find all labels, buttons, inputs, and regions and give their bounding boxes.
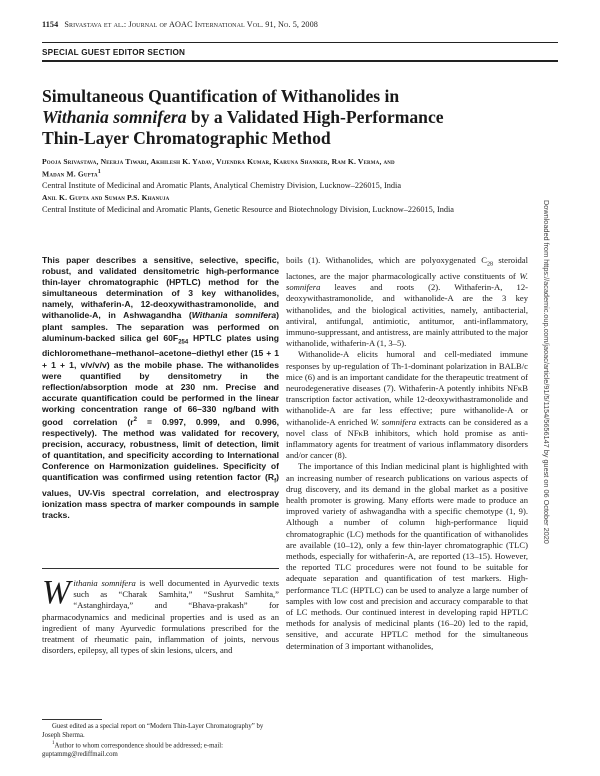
journal-citation: Srivastava et al.: Journal of AOAC International Vol. 91, No. 5, 2008 [64,20,318,29]
body-subscript: 28 [486,261,493,268]
download-watermark [542,200,562,700]
footnote-guest-editor: Guest edited as a special report on “Modern Thin-Layer Chromatography” by Joseph Sherma. [42,723,264,739]
body-text: steroidal lactones, are the major pharmacologically active constituents of [286,255,528,281]
body-paragraph-1 [286,255,528,349]
abstract-divider [42,568,279,569]
intro-species: ithania somnifera [73,578,136,588]
affiliation-1: Central Institute of Medicinal and Aromatic Plants, Analytical Chemistry Division, Lucknow–226015, India [42,181,402,190]
author-list-1-line-1: Pooja Srivastava, Neerja Tiwari, Akhilesh K. Yadav, Vijendra Kumar, Karuna Shanker, Ram K. Verma, and [42,157,395,166]
author-list-1 [42,156,542,180]
abstract-subscript: f [274,479,277,486]
abstract-text: HPTLC plates using dichloromethane–methanol–acetone–diethyl ether (15 + 1 + 1 + 1, v/v/v/v) as the mobile phase. The withanolides were quantified by densitometry in the reflection/absorption mode at 230 nm. Precise and accurate quantification could be performed in the linear working concentration range of 66–330 ng/band with good correlation (r [42,332,279,427]
footnote-correspondence-text: Author to whom correspondence should be addressed; e-mail: guptammg@rediffmail.com [42,742,224,759]
abstract-text: ) plant samples. The separation was performed on aluminum-backed silica gel 60F [42,310,279,343]
body-text: Withanolide-A elicits humoral and cell-mediated immune responses by up-regulation of Th-1-dominant polarization in BALB/c mice (6) and is an important candidate for the therapeutic treatment of neurodegenerative diseases (7). Withaferin-A potently inhibits NFκB transcription factor activation, while 12-deoxywithastramonolide and withanolide-A are far less effective; pure withanolide-A or withanolide-A enriched [286,349,528,427]
abstract-text: = 0.997, 0.999, and 0.996, respectively). The method was validated for recovery, precision, accuracy, robustness, limit of detection, limit of quantitation, and specificity according to International Conference on Harmonization guidelines. Specificity of quantification was confirmed using retention factor (R [42,416,279,483]
footnote-mark: 1 [52,741,55,747]
abstract-subscript: 254 [178,339,189,346]
title-line-3: Thin-Layer Chromatographic Method [42,128,331,148]
title-line-2: by a Validated High-Performance [186,107,444,127]
introduction-paragraph [42,574,280,656]
section-divider-bottom [42,60,558,62]
title-line-1: Simultaneous Quantification of Withanolides in [42,86,400,106]
abstract-text: This paper describes a sensitive, selective, specific, robust, and validated densitometric high-performance thin-layer chromatographic (HPTLC) method for the simultaneous determination of 3 key withanolides, namely, withaferin-A, 12-deoxywithastramonolide, and withanolide-A, in Ashwagandha ( [42,255,279,321]
footnote-correspondence [42,740,279,759]
intro-text: is well documented in Ayurvedic texts such as “Charak Samhita,” “Sushrut Samhita,” “Astanghirdaya,” and “Bhava-prakash” for pharmacodynamics and medicinal properties and is used as an ingredient of many Ayurvedic formulations prescribed for the treatment of rheumatic pain, inflammation of joints, nervous disorders, epilepsy, all types of skin lesions, ulcers, and [42,578,280,656]
footnote-divider [42,719,102,720]
body-text: extracts can be considered as a novel class of NFκB inhibitors, which hold promise as anti-inflammatory agents for treatment of various inflammatory disorders and/or cancer (8). [286,416,528,461]
footnotes [42,723,279,760]
abstract-text: ) values, UV-Vis spectral correlation, and electrospray ionization mass spectra of marker compounds in sample tracks. [42,472,279,521]
affiliation-2: Central Institute of Medicinal and Aromatic Plants, Genetic Resource and Biotechnology Division, Lucknow–226015, India [42,205,454,214]
body-species: W. somnifera [370,416,417,427]
section-divider-top [42,42,558,43]
corresponding-author-mark: 1 [97,169,101,175]
abstract-species: Withania somnifera [191,310,277,321]
body-paragraph-2 [286,349,528,461]
article-title [42,86,522,149]
body-text: leaves and roots (2). Withaferin-A, 12-deoxywithastramonolide, and withanolide-A are the 3 key withanolides, and the biological activities, namely, antibacterial, antiviral, antifungal, antimiotic, antitumor, anti-inflammatory, immuno-suppressant, and antistress, are mainly attributed to the major withanolide, withaferin-A (1, 3–5). [286,282,529,349]
drop-cap: W [42,574,71,611]
watermark-text: Downloaded from https://academic.oup.com/jaoac/article/91/5/1154/5656147 by guest on 06 October 2020 [542,200,551,544]
section-label: SPECIAL GUEST EDITOR SECTION [42,48,186,57]
running-head [42,20,318,29]
body-right-column [286,255,528,652]
body-paragraph-3: The importance of this Indian medicinal plant is highlighted with an increasing number of research publications on various aspects of drug discovery, and its demand in the global market as a positive health promoter is growing. Many efforts were made to produce an improved variety of ashwagandha with a specific chemotype (1, 9). Although a number of column high-performance liquid chromatographic (LC) methods for the quantification of withanolides are available (10–12), only a few thin-layer chromatographic (TLC) methods, especially for withaferin-A, are reported (13–15). However, the reported TLC procedures were not found to be suitable for adequate separation and quantification of test markers. High-performance TLC (HPTLC) can be used to analyze a large number of samples with low cost and precision and accuracy comparable to that of LC methods. Our continued interest in developing rapid HPTLC methods for analysis of medicinal plants (16–20) led to the rapid, sensitive, and accurate HPTLC method for the simultaneous determination of 3 important withanolides, [286,461,528,651]
title-species: Withania somnifera [42,107,187,127]
abstract-superscript: 2 [133,417,137,424]
body-species: W. somnifera [286,270,528,293]
page-number: 1154 [42,20,59,29]
author-list-2: Anil K. Gupta and Suman P.S. Khanuja [42,193,170,202]
author-list-1-line-2: Madan M. Gupta [42,169,98,179]
body-text: boils (1). Withanolides, which are polyoxygenated C [286,255,487,265]
abstract [42,255,279,521]
